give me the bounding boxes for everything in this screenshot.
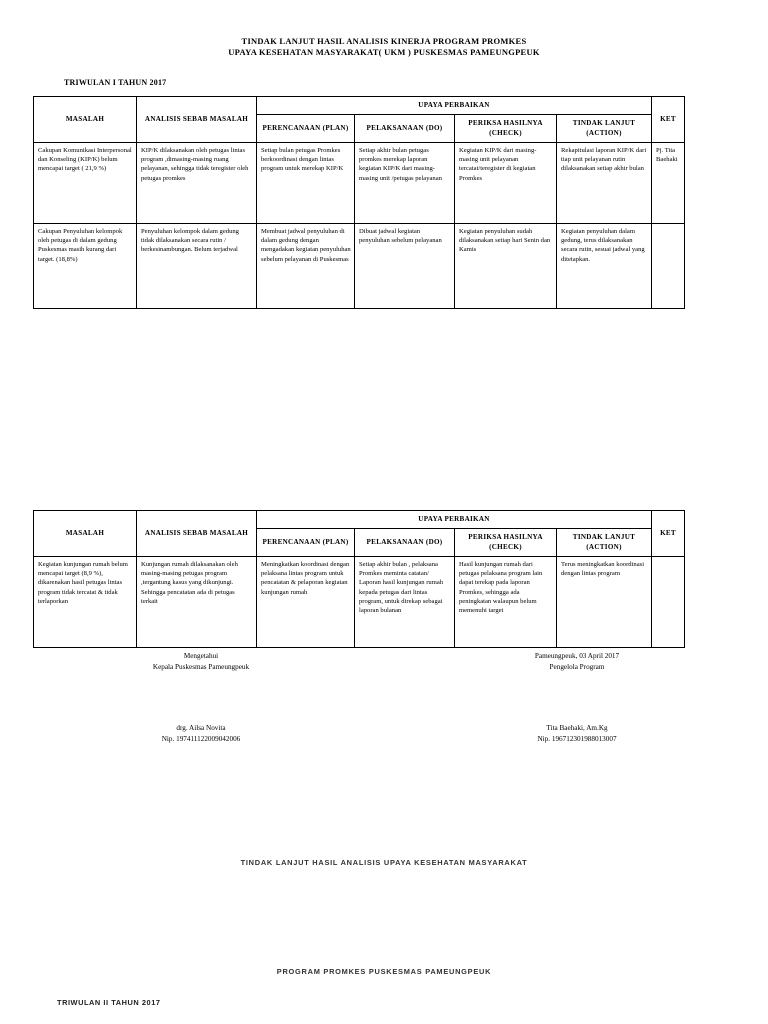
signature-left-title: Mengetahui — [183, 652, 219, 660]
header-analisis-sebab-masalah: ANALISIS SEBAB MASALAH — [137, 511, 257, 557]
cell-ket: Pj. Tita Baehaki — [652, 143, 685, 224]
document-title-line-2: UPAYA KESEHATAN MASYARAKAT( UKM ) PUSKESMAS PAMEUNGPEUK — [228, 47, 540, 57]
signature-place-date: Pameungpeuk, 03 April 2017 — [534, 652, 620, 660]
header-tindak-lanjut-action: TINDAK LANJUT (ACTION) — [557, 529, 652, 557]
cell-masalah: Cakupan Komunikasi Interpersonal dan Konseling (KIP/K) belum mencapai target ( 21,9 %) — [34, 143, 137, 224]
cell-plan: Meningkatkan koordinasi dengan pelaksana lintas program untuk pencatatan & pelaporan kegiatan kunjungan rumah — [257, 557, 355, 648]
table-row — [34, 557, 685, 648]
cell-ket — [652, 557, 685, 648]
signature-right-nip: Nip. 196712301988013007 — [537, 734, 617, 743]
cell-analisis: Penyuluhan kelompok dalam gedung tidak dilaksanakan secara rutin / berkesinambungan. Belum terjadwal — [137, 224, 257, 309]
table-row — [34, 224, 685, 309]
cell-do: Dibuat jadwal kegiatan penyuluhan sebelum pelayanan — [355, 224, 455, 309]
header-ket: KET — [652, 511, 685, 557]
table-header-row-top — [34, 511, 685, 529]
header-analisis-sebab-masalah: ANALISIS SEBAB MASALAH — [137, 97, 257, 143]
cell-plan: Setiap bulan petugas Promkes berkoordinasi dengan lintas program untuk merekap KIP/K — [257, 143, 355, 224]
table-row — [34, 143, 685, 224]
signature-block-right — [462, 651, 692, 672]
cell-analisis: KIP/K dilaksanakan oleh petugas lintas program ,dimasing-masing ruang pelayanan, sehingga tidak teregister oleh petugas promkes — [137, 143, 257, 224]
signature-right-name: Tita Baehaki, Am.Kg — [546, 724, 608, 732]
header-perencanaan-plan: PERENCANAAN (PLAN) — [257, 529, 355, 557]
cell-ket — [652, 224, 685, 309]
cell-action: Terus meningkatkan koordinasi dengan lintas program — [557, 557, 652, 648]
signature-right-subtitle: Pengelola Program — [549, 662, 605, 671]
footer-quarter-label-triwulan-2: TRIWULAN II TAHUN 2017 — [57, 998, 161, 1007]
header-periksa-hasilnya-check: PERIKSA HASILNYA (CHECK) — [455, 529, 557, 557]
table-header-row-top — [34, 97, 685, 115]
header-periksa-hasilnya-check: PERIKSA HASILNYA (CHECK) — [455, 115, 557, 143]
cell-action: Rekapitulasi laporan KIP/K dari tiap unit pelayanan rutin dilaksanakan setiap akhir bulan — [557, 143, 652, 224]
header-upaya-perbaikan: UPAYA PERBAIKAN — [257, 97, 652, 115]
cell-do: Setiap akhir bulan , pelaksana Promkes meminta catatan/ Laporan hasil kunjungan rumah kepada petugas dari lintas program, untuk direkap sebagai laporan bulanan — [355, 557, 455, 648]
header-pelaksanaan-do: PELAKSANAAN (DO) — [355, 529, 455, 557]
header-masalah: MASALAH — [34, 511, 137, 557]
cell-check: Kegiatan KIP/K dari masing-masing unit pelayanan tercatat/teregister di kegiatan Promkes — [455, 143, 557, 224]
footer-heading-program: PROGRAM PROMKES PUSKESMAS PAMEUNGPEUK — [276, 967, 492, 976]
signature-left-name-block — [76, 723, 326, 744]
footer-heading-tindak-lanjut: TINDAK LANJUT HASIL ANALISIS UPAYA KESEHATAN MASYARAKAT — [240, 858, 528, 867]
pdca-table-triwulan-2 — [33, 510, 685, 648]
signature-block-left — [96, 651, 306, 672]
header-perencanaan-plan: PERENCANAAN (PLAN) — [257, 115, 355, 143]
cell-check: Kegiatan penyuluhan sudah dilaksanakan setiap hari Senin dan Kamis — [455, 224, 557, 309]
cell-action: Kegiatan penyuluhan dalam gedung, terus dilaksanakan secara rutin, sesuai jadwal yang ditetapkan. — [557, 224, 652, 309]
cell-masalah: Cakupan Penyuluhan kelompok oleh petugas di dalam gedung Puskesmas masih kurang dari target. (18,8%) — [34, 224, 137, 309]
cell-check: Hasil kunjungan rumah dari petugas pelaksana program lain dapat terekap pada laporan Promkes, sehingga ada peningkatan walaupun belum memenuhi target — [455, 557, 557, 648]
header-masalah: MASALAH — [34, 97, 137, 143]
header-tindak-lanjut-action: TINDAK LANJUT (ACTION) — [557, 115, 652, 143]
header-upaya-perbaikan: UPAYA PERBAIKAN — [257, 511, 652, 529]
document-title — [0, 36, 768, 58]
signature-left-nip: Nip. 197411122009042006 — [161, 734, 241, 743]
signature-left-name: drg. Ailsa Novita — [176, 724, 226, 732]
signature-left-subtitle: Kepala Puskesmas Pameungpeuk — [152, 662, 250, 671]
cell-analisis: Kunjungan rumah dilaksanakan oleh masing-masing petugas program ,tergantung kasus yang dikunjungi. Sehingga pencatatan ada di petugas terkait — [137, 557, 257, 648]
cell-masalah: Kegiatan kunjungan rumah belum mencapai target (8,9 %), dikarenakan hasil petugas lintas program tidak tercatat & tidak terlaporkan — [34, 557, 137, 648]
cell-do: Setiap akhir bulan petugas promkes merekap laporan kegiatan KIP/K dari masing-masing unit /petugas pelayanan — [355, 143, 455, 224]
quarter-label-triwulan-1: TRIWULAN I TAHUN 2017 — [64, 78, 167, 87]
header-ket: KET — [652, 97, 685, 143]
header-pelaksanaan-do: PELAKSANAAN (DO) — [355, 115, 455, 143]
signature-right-name-block — [452, 723, 702, 744]
pdca-table-triwulan-1 — [33, 96, 685, 309]
document-title-line-1: TINDAK LANJUT HASIL ANALISIS KINERJA PROGRAM PROMKES — [241, 36, 527, 46]
cell-plan: Membuat jadwal penyuluhan di dalam gedung dengan mengadakan kegiatan penyuluhan sebelum pelayanan di Puskesmas — [257, 224, 355, 309]
